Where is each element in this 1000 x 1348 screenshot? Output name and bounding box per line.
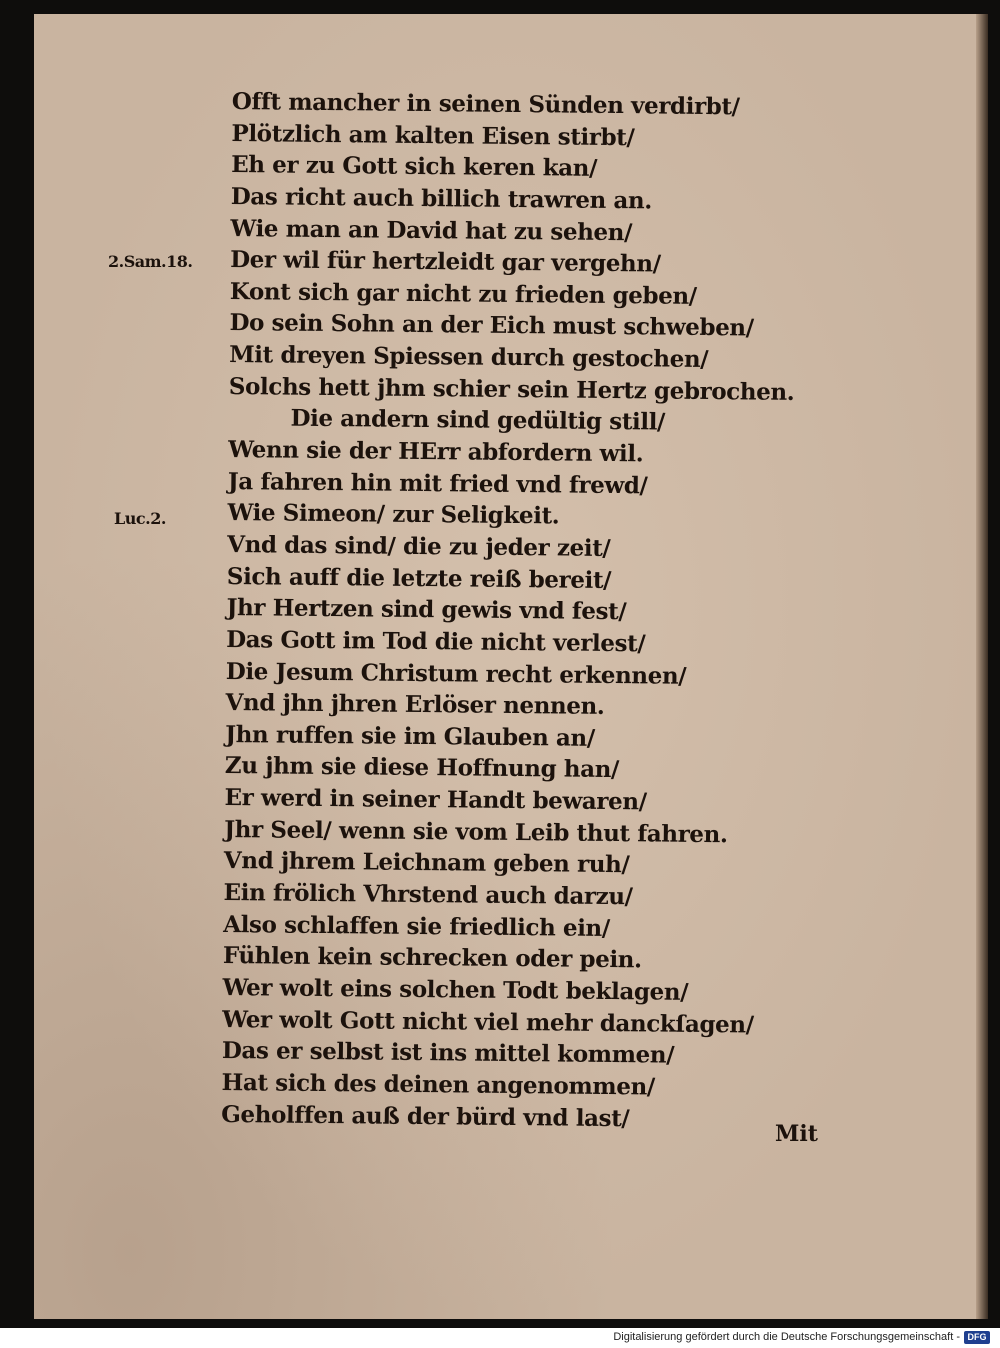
margin-reference-luke: Luc.2.	[114, 509, 166, 528]
verse-line: Also schlaffen sie friedlich ein/	[223, 910, 610, 942]
verse-line: Vnd jhrem Leichnam geben ruh/	[223, 847, 630, 879]
verse-line: Jhn ruffen sie im Glauben an/	[225, 720, 595, 752]
verse-line: Jhr Seel/ wenn sie vom Leib thut fahren.	[224, 815, 728, 848]
verse-line: Das richt auch billich trawren an.	[230, 182, 653, 215]
verse-line: Mit dreyen Spiessen durch gestochen/	[229, 341, 709, 374]
margin-reference-samuel: 2.Sam.18.	[108, 252, 193, 271]
verse-line: Plötzlich am kalten Eisen stirbt/	[231, 119, 635, 151]
verse-line: Zu jhm sie diese Hoffnung han/	[224, 752, 620, 784]
funding-credit[interactable]: Digitalisierung gefördert durch die Deutsche Forschungsgemeinschaft -	[613, 1331, 960, 1343]
verse-line: Wenn sie der HErr abfordern wil.	[228, 436, 644, 468]
verse-line: Ja fahren hin mit fried vnd frewd/	[227, 467, 648, 500]
verse-line: Das Gott im Tod die nicht verlest/	[226, 625, 646, 658]
verse-line: Solchs hett jhm schier sein Hertz gebrochen.	[228, 372, 795, 406]
footer-bar	[0, 1328, 1000, 1348]
verse-line: Ein frölich Vhrstend auch darzu/	[223, 878, 633, 911]
verse-line: Kont sich gar nicht zu frieden geben/	[229, 277, 697, 310]
verse-line: Er werd in seiner Handt bewaren/	[224, 784, 647, 816]
catchword: Mit	[775, 1121, 818, 1147]
verse-line: Jhr Hertzen sind gewis vnd fest/	[226, 594, 627, 626]
verse-line: Sich auff die letzte reiß bereit/	[226, 562, 612, 594]
verse-line: Fühlen kein schrecken oder pein.	[222, 942, 642, 974]
dfg-logo-icon[interactable]: DFG	[964, 1331, 990, 1344]
verse-line: Das er selbst ist ins mittel kommen/	[221, 1037, 675, 1069]
verse-line: Wie man an David hat zu sehen/	[230, 214, 633, 246]
verse-line: Do sein Sohn an der Eich must schweben/	[229, 309, 754, 342]
verse-text	[221, 86, 852, 1137]
verse-line: Hat sich des deinen angenommen/	[221, 1068, 656, 1101]
verse-line: Die andern sind gedültig still/	[290, 405, 666, 436]
verse-line: Wie Simeon/ zur Seligkeit.	[227, 499, 560, 530]
verse-line: Vnd jhn jhren Erlöser nennen.	[225, 689, 605, 721]
verse-line: Eh er zu Gott sich keren kan/	[231, 151, 598, 183]
verse-line: Der wil für hertzleidt gar vergehn/	[230, 246, 661, 278]
verse-line: Offt mancher in seinen Sünden verdirbt/	[231, 87, 740, 121]
verse-line: Die Jesum Christum recht erkennen/	[225, 657, 687, 690]
verse-line: Wer wolt eins solchen Todt beklagen/	[222, 973, 689, 1006]
verse-line: Geholffen auß der bürd vnd last/	[221, 1100, 630, 1132]
verse-line: Wer wolt Gott nicht viel mehr danckſagen/	[222, 1005, 754, 1039]
page-edge-shadow	[976, 14, 988, 1319]
verse-line: Vnd das sind/ die zu jeder zeit/	[227, 530, 611, 562]
